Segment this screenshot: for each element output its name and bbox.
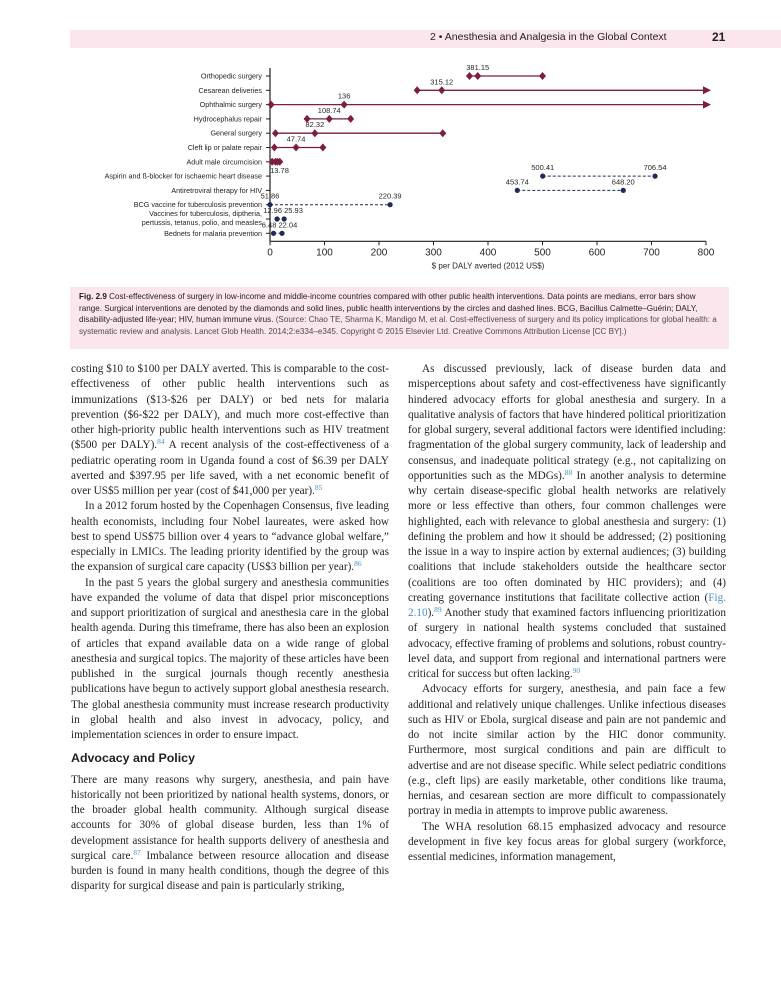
diamond-marker <box>414 86 421 94</box>
row-label: Aspirin and ß-blocker for ischaemic heart disease <box>104 171 262 181</box>
row-label: Orthopedic surgery <box>200 71 262 81</box>
data-label: 136 <box>337 91 351 101</box>
data-label: 648.20 <box>611 177 635 187</box>
paragraph: As discussed previously, lack of disease burden data and misperceptions about safety and cost-effectiveness have significantly hindered advocacy efforts for global anesthesia and surgery. In a qualitative analysis of factors that have hindered political prioritization for global surgery, several additional factors were identified including: fragmentation of the global surgery community, lack of leadership and consensus, and inadequate political strategy (e.g., not capitalizing on opportunities such as the MDGs).$^{88}$ In another analysis to determine why certain disease-specific global health networks are relatively more or less effective than others, four common challenges were highlighted, each with relevance to global anesthesia and surgery: (1) defining the problem and how it should be addressed; (2) positioning the issue in a way to inspire action by external audiences; (3) building coalitions that include stakeholders outside the healthcare sector (coalitions are too often dominated by HIC providers); and (4) creating governance institutions that facilitate collective action (Fig. 2.10).$^{89}$ Another study that examined factors influencing prioritization of surgery in national health systems concluded that sustained advocacy, effective framing of problems and solutions, robust country-level data, and support from regional and international partners were critical for success but often lacking.$^{90}$ <box>408 363 726 680</box>
caption-abbreviations: BCG, Bacillus Calmette–Guérin; DALY, disability-adjusted life-year; HIV, human immune virus. <box>79 303 698 324</box>
row-label: Antiretroviral therapy for HIV <box>171 185 262 195</box>
diamond-marker <box>268 101 275 109</box>
paragraph: The WHA resolution 68.15 emphasized advocacy and resource development in five key focus areas for global surgery (workforce, essential medicines, information management, <box>408 820 726 863</box>
figure-label: Fig. 2.9 <box>79 292 107 301</box>
circle-marker <box>540 174 545 179</box>
x-tick-label: 600 <box>588 247 606 259</box>
row-label: Ophthalmic surgery <box>199 100 262 110</box>
running-header-text: 2 • Anesthesia and Analgesia in the Global Context <box>430 31 667 43</box>
diamond-marker <box>272 129 279 137</box>
caption-source: (Source: Chao TE, Sharma K, Mandigo M, et al. Cost-effectiveness of surgery and its policy implications for global health: a systematic review and analysis. Lancet Glob Health. 2014;2:e334–e345. Copyright © 2015 Elsevier Ltd. Creative Commons Attribution License [CC BY].) <box>79 315 717 336</box>
reference-link[interactable]: 88 <box>564 467 573 477</box>
row-label: Vaccines for tuberculosis, diptheria, <box>149 209 262 218</box>
row-label: Cesarean deliveries <box>198 85 262 95</box>
data-label: 6.48 22.04 <box>261 220 298 230</box>
reference-link[interactable]: 87 <box>133 847 141 857</box>
data-label: 315.12 <box>430 77 454 87</box>
row-label: BCG vaccine for tuberculosis prevention <box>133 200 262 210</box>
x-tick-label: 700 <box>643 247 660 259</box>
data-label: 381.15 <box>466 63 490 72</box>
diamond-marker <box>319 144 326 152</box>
data-label: 51.86 <box>260 191 280 201</box>
x-axis-label: $ per DALY averted (2012 US$) <box>431 261 545 271</box>
x-tick-label: 0 <box>267 247 273 259</box>
data-label: 13.78 <box>270 165 289 175</box>
row-label: Cleft lip or palate repair <box>187 143 262 152</box>
x-tick-label: 800 <box>697 247 715 259</box>
circle-marker <box>388 202 393 207</box>
arrow-head <box>703 86 711 94</box>
x-tick-label: 200 <box>370 247 388 259</box>
diamond-marker <box>341 101 348 109</box>
data-label: 706.54 <box>643 163 667 173</box>
circle-marker <box>279 231 284 236</box>
running-header-bar <box>70 30 781 48</box>
paragraph: In a 2012 forum hosted by the Copenhagen Consensus, five leading health economists, including four Nobel laureates, were asked how best to spend US$75 billion over 4 years to “advance global welfare,” especially in LMICs. The leading priority identified by the group was the expansion of surgical care capacity (US$3 billion per year).$^{86}$ <box>71 500 389 574</box>
data-label: 12.96 25.93 <box>263 206 303 215</box>
row-label: pertussis, tetanus, polio, and measles <box>141 218 262 227</box>
diamond-marker <box>474 72 481 80</box>
diamond-marker <box>438 86 445 94</box>
row-label: General surgery <box>210 128 262 138</box>
paragraph: Advocacy efforts for surgery, anesthesia, and pain face a few additional and relatively unique challenges. Unlike infectious diseases such as HIV or Ebola, surgical disease and pain are not pandemic and do not incite similar action by the HIC donor community. Furthermore, most surgical conditions and pain are difficult to advertise and are not disease specific. While select pediatric conditions (e.g., cleft lips) are easily marketable, other conditions like trauma, hernias, and cesarean section are more difficult to compassionately portray in media in attempts to improve public awareness. <box>408 683 726 818</box>
diamond-marker <box>539 72 546 80</box>
reference-link[interactable]: 85 <box>314 483 323 492</box>
figure-link[interactable]: Fig. 2.10 <box>408 591 726 619</box>
diamond-marker <box>271 144 278 152</box>
circle-marker <box>271 231 276 236</box>
diamond-marker <box>326 115 333 123</box>
x-tick-label: 100 <box>316 247 333 259</box>
diamond-marker <box>311 129 318 137</box>
page-number: 21 <box>712 30 726 44</box>
paragraph: There are many reasons why surgery, anesthesia, and pain have historically not been prioritized by national health systems, donors, or the broader global health community. Although surgical disease accounts for 30% of global disease burden, less than 1% of development assistance for health supports delivery of anesthesia and surgical care.$^{87}$ Imbalance between resource allocation and disease burden is found in many health conditions, though the degree of this disparity for surgical disease and pain is particularly striking, <box>71 773 389 893</box>
reference-link[interactable]: 86 <box>354 559 362 569</box>
left-column <box>71 362 389 895</box>
diamond-marker <box>439 129 446 137</box>
x-tick-label: 300 <box>425 247 442 259</box>
paragraph: costing $10 to $100 per DALY averted. This is comparable to the cost-effectiveness of other public health interventions such as immunizations ($13-$26 per DALY) or bed nets for malaria prevention ($6-$22 per DALY), and much more cost-effective than other high-priority public health interventions such as HIV treatment ($500 per DALY).$^{84}$ A recent analysis of the cost-effectiveness of a pediatric operating room in Uganda found a cost of $6.39 per DALY averted and $397.95 per life saved, with a net economic benefit of over US$5 million per year (cost of $41,000 per year).$^{85}$ <box>71 363 390 497</box>
right-column <box>408 362 726 865</box>
diamond-marker <box>466 72 473 80</box>
reference-link[interactable]: 90 <box>572 666 581 675</box>
caption-text: Cost-effectiveness of surgery in low-income and middle-income countries compared with other public health interventions. Data points are medians, error bars show range. Surgical interventions are denoted by the diamonds and solid lines, public health interventions by the circles and dashed lines. <box>79 292 696 313</box>
figure-caption <box>70 287 729 349</box>
data-label: 500.41 <box>531 163 555 173</box>
arrow-head <box>703 101 711 109</box>
circle-marker <box>652 174 657 179</box>
x-tick-label: 500 <box>534 247 551 259</box>
data-label: 108.74 <box>317 105 341 115</box>
data-label: 453.74 <box>505 177 529 187</box>
diamond-marker <box>293 144 300 152</box>
row-label: Hydrocephalus repair <box>193 114 262 124</box>
diamond-marker <box>347 115 354 123</box>
data-label: 220.39 <box>378 191 402 201</box>
paragraph: In the past 5 years the global surgery and anesthesia communities have expanded the volume of data that dispel prior misconceptions and support prioritization of surgical and anesthesia care in the global health agenda. During this timeframe, there has also been an explosion of articles that expand available data on a wide range of global anesthesia and surgical topics. The majority of these articles have been published in the surgical journals though recently anesthesia publications have begun to actively support global anesthesia research. The global anesthesia community must increase research productivity in global health and also invest in advocacy, policy, and implementation sciences in order to ensure impact. <box>71 576 389 741</box>
circle-marker <box>621 188 626 193</box>
row-label: Bednets for malaria prevention <box>164 228 262 238</box>
row-label: Adult male circumcision <box>186 157 262 167</box>
cost-effectiveness-chart <box>70 55 730 285</box>
section-heading: Advocacy and Policy <box>71 751 195 766</box>
data-label: 47.74 <box>286 134 306 144</box>
data-label: 82.32 <box>305 120 325 130</box>
circle-marker <box>515 188 520 193</box>
reference-link[interactable]: 84 <box>157 437 165 447</box>
x-tick-label: 400 <box>479 247 497 259</box>
reference-link[interactable]: 89 <box>434 605 442 614</box>
